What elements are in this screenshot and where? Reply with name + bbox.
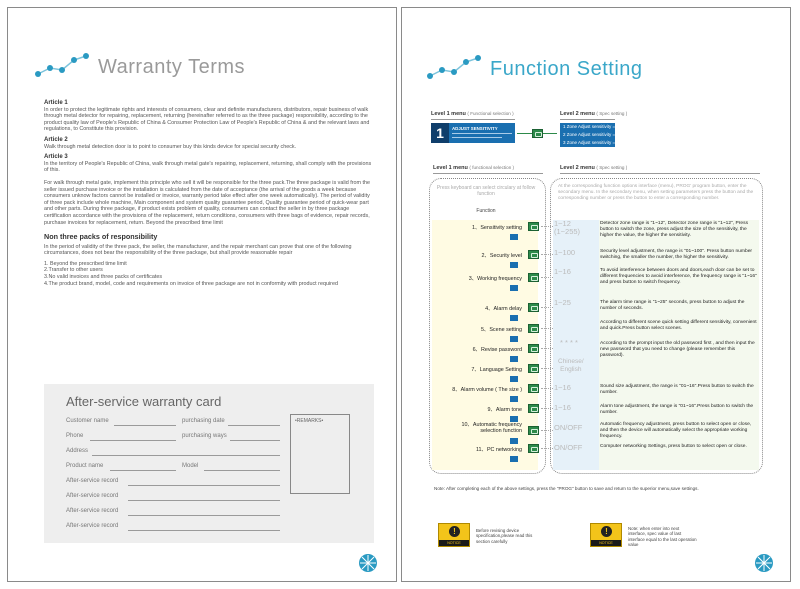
lcd-text: ADJUST SENSITIVITY bbox=[452, 126, 498, 131]
function-setting-page bbox=[401, 7, 791, 582]
menu-item-pc-networking[interactable]: 11、PC networking bbox=[475, 447, 522, 453]
field-label: Customer name bbox=[66, 418, 109, 424]
notice-icon bbox=[438, 523, 470, 547]
connector-line bbox=[541, 277, 553, 278]
level1-label bbox=[431, 111, 514, 117]
connector-line bbox=[541, 254, 553, 255]
field-label: After-service record bbox=[66, 493, 119, 499]
lcd2-row: 1 Zone Adjust sensitivity = 200 bbox=[563, 124, 624, 129]
list-item: 3.No valid invoices and three packs of certificates bbox=[44, 274, 163, 281]
lcd-number: 1 bbox=[431, 123, 449, 143]
field-line bbox=[128, 530, 280, 531]
level1-text: Level 1 menu bbox=[431, 111, 466, 117]
remarks-label: •REMARKS• bbox=[295, 418, 324, 424]
field-line bbox=[114, 425, 176, 426]
arrow-key-icon bbox=[510, 234, 518, 240]
bottom-note: Note: After completing each of the above settings, press the "PROG" button to save and return to the superior menu,save settings. bbox=[434, 486, 699, 491]
molecule-logo-icon bbox=[34, 52, 92, 80]
paragraph: In the period of validity of the three pack, the seller, the manufacturer, and the repair merchant can prove that one of the following circumstances, does not bear the responsibility of the three package, but shall provide reasonable repair bbox=[44, 243, 352, 257]
connector-line bbox=[541, 307, 553, 308]
divider bbox=[560, 173, 760, 174]
field-line bbox=[128, 515, 280, 516]
prog-key-icon bbox=[528, 404, 539, 413]
field-line bbox=[110, 470, 176, 471]
prog-key-icon bbox=[528, 426, 539, 435]
range-value: Chinese/ English bbox=[558, 358, 584, 373]
prog-key-icon bbox=[528, 250, 539, 259]
item-description: Security level adjustment, the range is "01~100". Press button number switching, the smaller the number, the higher the sensitivity. bbox=[600, 249, 753, 260]
field-line bbox=[128, 500, 280, 501]
connector-line bbox=[541, 348, 553, 349]
field-line bbox=[128, 485, 280, 486]
item-description: Alarm tone adjustment, the range is "01~16".Press button to switch the number. bbox=[600, 404, 754, 415]
exclamation-icon: ! bbox=[601, 526, 612, 537]
range-value: 1~16 bbox=[554, 403, 571, 412]
range-value: ON/OFF bbox=[554, 443, 583, 452]
divider bbox=[431, 119, 515, 120]
range-value: ON/OFF bbox=[554, 423, 583, 432]
connector-line bbox=[541, 408, 553, 409]
level2-text: Level 2 menu bbox=[560, 111, 595, 117]
range-value: 1~12 (1~255) bbox=[554, 219, 581, 236]
range-value: 1~16 bbox=[554, 383, 571, 392]
arrow-key-icon bbox=[510, 262, 518, 268]
prog-key-icon bbox=[528, 344, 539, 353]
menu-item-alarm-tone[interactable]: 9、Alarm tone bbox=[487, 407, 522, 413]
page-title: Warranty Terms bbox=[98, 56, 246, 78]
lcd-line bbox=[452, 137, 502, 138]
arrow-key-icon bbox=[510, 438, 518, 444]
warranty-page bbox=[7, 7, 397, 582]
prog-key-icon bbox=[528, 273, 539, 282]
notice-text: Before revising device specification,please read this section carefully bbox=[476, 528, 533, 544]
arrow-key-icon bbox=[510, 396, 518, 402]
function-label: Function bbox=[476, 208, 496, 214]
range-value: 1~100 bbox=[554, 248, 576, 257]
exclamation-icon: ! bbox=[449, 526, 460, 537]
field-line bbox=[90, 440, 176, 441]
prog-key-icon bbox=[528, 303, 539, 312]
article-text: In order to protect the legitimate rights and interests of consumers, clear and definite manufacturers, distributors, repair business of walk through metal detector for repairing, replacement, returning (hereinafter referred to as the three package) responsibility, according to the product quality law of People's Republic of China & Consumer Protection Law of People's Republic of China & and the relevant laws and regulations, to Constitute this provision. bbox=[44, 106, 370, 133]
card-title: After-service warranty card bbox=[66, 394, 222, 409]
lcd2-row: 3 Zone Adjust sensitivity = 200 bbox=[563, 140, 624, 145]
box-level1-label bbox=[433, 165, 514, 171]
item-description: Detector zone range is "1~12", Detector zone range is "1~12", Press button to switch the zone, press adjust the size of the sensitivity, the higher the value, the higher the sensitivity. bbox=[600, 221, 749, 238]
connector-line bbox=[541, 388, 553, 389]
intro-function: Press keyboard can select circulary at follow function bbox=[436, 185, 536, 198]
prog-key-icon bbox=[528, 324, 539, 333]
paragraph: For walk through metal gate, implement this principle who sell it will be responsible for the three pack.The three package is valid from the seller issued purchase invoice or the installation is calculated from the date of acceptance (the arrival of the goods a week because consumers unknow factors cannot be installed or invoice, warranty period take effect after one week automatically). The period of validity of three pack include whole machine, Main component and system quality guarantee period, Quality guarantee period of quick-wear part and other parts. During three package, if product exists problem of quality, consumers can contact the seller in by three package certification accordance with the provisions of the replacement, return conditions, consumers with three bags of evidence, repair records, purchase invoices for replacement, return. Beyond the prescribed time limit bbox=[44, 179, 370, 226]
list-item: 4.The product brand, model, code and requirements on invoice of three package are not in conformity with product required bbox=[44, 280, 338, 287]
intro-spec: At the corresponding function options interface (menu), PROG’ program button, enter the secondary menu. In the secondary menu, when setting parameters press the button and the corresponding number or press the button to enter a corresponding number. bbox=[558, 184, 754, 201]
item-description: The alarm time range is "1~25" seconds, press button to adjust the number of seconds. bbox=[600, 300, 745, 311]
arrow-key-icon bbox=[510, 376, 518, 382]
warranty-body bbox=[44, 96, 374, 287]
level2-sub: ( Spec setting ) bbox=[596, 111, 628, 116]
menu-item-language-setting[interactable]: 7、Language Setting bbox=[471, 367, 522, 373]
notice-label: NOTICE bbox=[439, 540, 469, 546]
field-label: purchasing ways bbox=[182, 433, 227, 439]
field-label: After-service record bbox=[66, 478, 119, 484]
prog-button-icon bbox=[532, 129, 543, 138]
menu-item-alarm-delay[interactable]: 4、Alarm delay bbox=[485, 306, 522, 312]
article-text: Walk through metal detection door is to point to consumer buy this kinds device for special security check. bbox=[44, 143, 297, 150]
range-value: 1~25 bbox=[554, 298, 571, 307]
menu-item-working-frequency[interactable]: 3、Working frequency bbox=[468, 276, 522, 282]
field-line bbox=[230, 440, 280, 441]
arrow-key-icon bbox=[510, 456, 518, 462]
menu-item-sensitivity[interactable]: 1、Sensitivity setting bbox=[471, 225, 522, 231]
list-item: 2.Transfer to other users bbox=[44, 267, 103, 274]
remarks-box bbox=[290, 414, 350, 494]
item-description: Computer networking Settings, press button to select open or close. bbox=[600, 444, 747, 449]
divider bbox=[433, 173, 543, 174]
field-line bbox=[92, 455, 280, 456]
field-label: purchasing date bbox=[182, 418, 225, 424]
field-line bbox=[228, 425, 280, 426]
starburst-icon bbox=[754, 553, 774, 573]
box-level2-sub: ( Spec setting ) bbox=[596, 165, 628, 170]
menu-item-security-level[interactable]: 2、Security level bbox=[481, 253, 522, 259]
connector-line bbox=[541, 368, 553, 369]
notice-label: NOTICE bbox=[591, 540, 621, 546]
range-value: * * * * bbox=[560, 338, 578, 347]
item-description: Automatic frequency adjustment, press button to select open or close, and then the device will automatically select the appropriate working frequency. bbox=[600, 422, 752, 439]
field-line bbox=[204, 470, 280, 471]
article-heading: Article 1 bbox=[44, 100, 68, 106]
warranty-card bbox=[44, 384, 374, 543]
connector-line bbox=[541, 430, 553, 431]
prog-key-icon bbox=[528, 444, 539, 453]
item-description: According to different scene quick setting different sensitivity, convenient and quick.Press button select scenes. bbox=[600, 320, 757, 331]
level2-label bbox=[560, 111, 627, 117]
connector-line bbox=[541, 226, 553, 227]
menu-item-auto-frequency[interactable]: 10、Automatic frequency selection function bbox=[461, 422, 522, 434]
molecule-logo-icon bbox=[426, 54, 484, 82]
article-heading: Article 3 bbox=[44, 154, 68, 161]
prog-key-icon bbox=[528, 384, 539, 393]
page-title: Function Setting bbox=[490, 58, 643, 80]
divider bbox=[560, 119, 615, 120]
level1-sub: ( Functional selection ) bbox=[467, 111, 514, 116]
list-item: 1. Beyond the prescribed time limit bbox=[44, 260, 127, 267]
box-level1-text: Level 1 menu bbox=[433, 165, 468, 171]
lcd-line bbox=[452, 133, 512, 134]
prog-key-icon bbox=[528, 222, 539, 231]
prog-key-icon bbox=[528, 364, 539, 373]
notice-text: Note: when enter into next interface, spec value of last interface equal to the last operation value bbox=[628, 526, 697, 548]
connector-line bbox=[541, 328, 553, 329]
arrow-key-icon bbox=[510, 356, 518, 362]
field-label: After-service record bbox=[66, 508, 119, 514]
arrow-key-icon bbox=[510, 285, 518, 291]
field-label: Model bbox=[182, 463, 199, 469]
lcd-display-level2 bbox=[560, 123, 624, 147]
box-level2-text: Level 2 menu bbox=[560, 165, 595, 171]
field-label: Product name bbox=[66, 463, 104, 469]
menu-item-alarm-volume[interactable]: 8、Alarm volume ( The size ) bbox=[452, 387, 522, 393]
field-label: Address bbox=[66, 448, 89, 454]
item-description: Sound size adjustment, the range is "01~16".Press button to switch the number. bbox=[600, 384, 754, 395]
section-heading: Non three packs of responsibility bbox=[44, 232, 158, 242]
menu-item-scene-setting[interactable]: 5、Scene setting bbox=[480, 327, 522, 333]
arrow-key-icon bbox=[510, 416, 518, 422]
box-level1-sub: ( functional selection ) bbox=[469, 165, 515, 170]
item-description: According to the prompt input the old password first , and then input the new password that you need to change (please remember this password). bbox=[600, 341, 755, 358]
arrow-key-icon bbox=[510, 315, 518, 321]
field-label: Phone bbox=[66, 433, 84, 439]
starburst-icon bbox=[358, 553, 378, 573]
lcd2-row: 2 Zone Adjust sensitivity = 200 bbox=[563, 132, 624, 137]
lcd-display-level1 bbox=[431, 123, 515, 143]
field-label: After-service record bbox=[66, 523, 119, 529]
menu-item-revise-password[interactable]: 6、Revise password bbox=[472, 347, 522, 353]
box-level2-label bbox=[560, 165, 627, 171]
article-text: In the territory of People's Republic of China, walk through metal gate's repairing, replacement, returning, shall comply with the provisions of this. bbox=[44, 160, 372, 174]
connector-line bbox=[541, 448, 553, 449]
arrow-key-icon bbox=[510, 336, 518, 342]
article-heading: Article 2 bbox=[44, 136, 68, 143]
item-description: To avoid interference between doors and doors,each door can be set to different frequencies to avoid interference, the frequency range is "1~16" and press button to switch frequency. bbox=[600, 268, 757, 285]
range-value: 1~16 bbox=[554, 267, 571, 276]
notice-icon bbox=[590, 523, 622, 547]
